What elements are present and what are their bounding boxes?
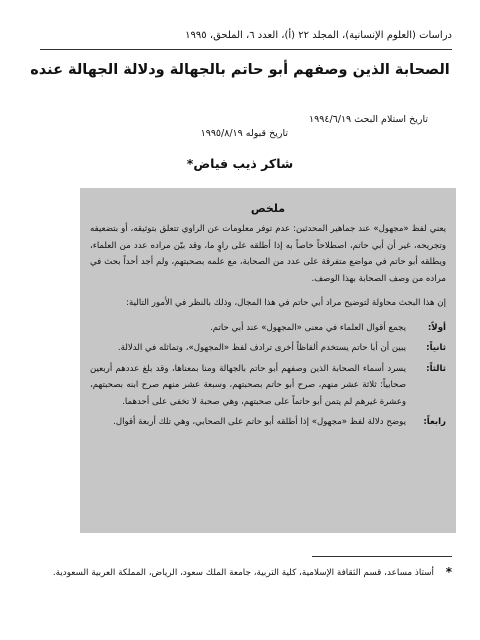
abstract-paragraph: يعني لفظ «مجهول» عند جماهير المحدثين: عدم توفر معلومات عن الراوي تتعلق بتوثيقه، أو بتضعيفه وتجريحه، غير أن أبي حاتم، اصطلاحاً خاصاً به إذا أطلقه على راوٍ ما، وقد بيّن مراده عدد من العلماء، ويطلقه أبو حاتم في مواضع متفرقة على عدد من الصحابة، مع علمه بصحبتهم، ولم أجد أحداً بحث في مراده من وصف الصحابة بهذا الوصف.	[90, 224, 446, 284]
journal-header: دراسات (العلوم الإنسانية)، المجلد ٢٢ (أ)، العدد ٦، الملحق، ١٩٩٥	[185, 30, 452, 41]
header-rule	[40, 49, 452, 50]
footnote-rule	[312, 556, 452, 557]
footnote-marker: *	[445, 565, 452, 579]
abstract-box	[80, 188, 456, 533]
item-text: يبين أن أبا حاتم يستخدم ألفاظاً أخرى ترادف لفظ «المجهول»، وتماثله في الدلالة.	[117, 343, 406, 353]
item-text: يوضح دلالة لفظ «مجهول» إذا أطلقه أبو حاتم على الصحابي، وهي تلك أربعة أقوال.	[113, 417, 406, 427]
date-received: تاريخ استلام البحث ١٩٩٤/٦/١٩	[309, 114, 428, 125]
author-name: شاكر ذيب فياض*	[186, 156, 294, 171]
item-text: يجمع أقوال العلماء في معنى «المجهول» عند أبي حاتم.	[210, 322, 406, 333]
abstract-item	[90, 320, 446, 337]
abstract-item	[90, 340, 446, 357]
abstract-heading: ملخص	[250, 202, 286, 215]
item-number: أولاً:	[427, 322, 446, 333]
date-accepted: تاريخ قبوله ١٩٩٥/٨/١٩	[200, 128, 288, 139]
item-number: رابعاً:	[423, 417, 446, 427]
item-number: ثانياً:	[426, 343, 446, 353]
footnote-text: أستاذ مساعد، قسم الثقافة الإسلامية، كلية التربية، جامعة الملك سعود، الرياض، المملكة العربية السعودية.	[52, 568, 434, 578]
abstract-paragraph: إن هذا البحث محاولة لتوضيح مراد أبي حاتم في هذا المجال، وذلك بالنظر في الأمور التالية:	[126, 298, 446, 308]
paper-title: الصحابة الذين وصفهم أبو حاتم بالجهالة ودلالة الجهالة عنده	[30, 62, 450, 78]
abstract-item	[90, 361, 446, 411]
abstract-item	[90, 414, 446, 431]
item-text: يسرد أسماء الصحابة الذين وصفهم أبو حاتم بالجهالة ومنا بمعناها، وقد بلغ عددهم أربعين صحابياً: ثلاثة عشر منهم، صرح أبو حاتم بصحبتهم، وسبعة عشر منهم صرح ابنه بصحبتهم، وعشرة غيرهم لم يتمن أبو حاتماً على صحبتهم، وهي صحبة لا تخفى على أحدهما.	[90, 363, 406, 407]
item-number: ثالثاً:	[426, 363, 446, 374]
